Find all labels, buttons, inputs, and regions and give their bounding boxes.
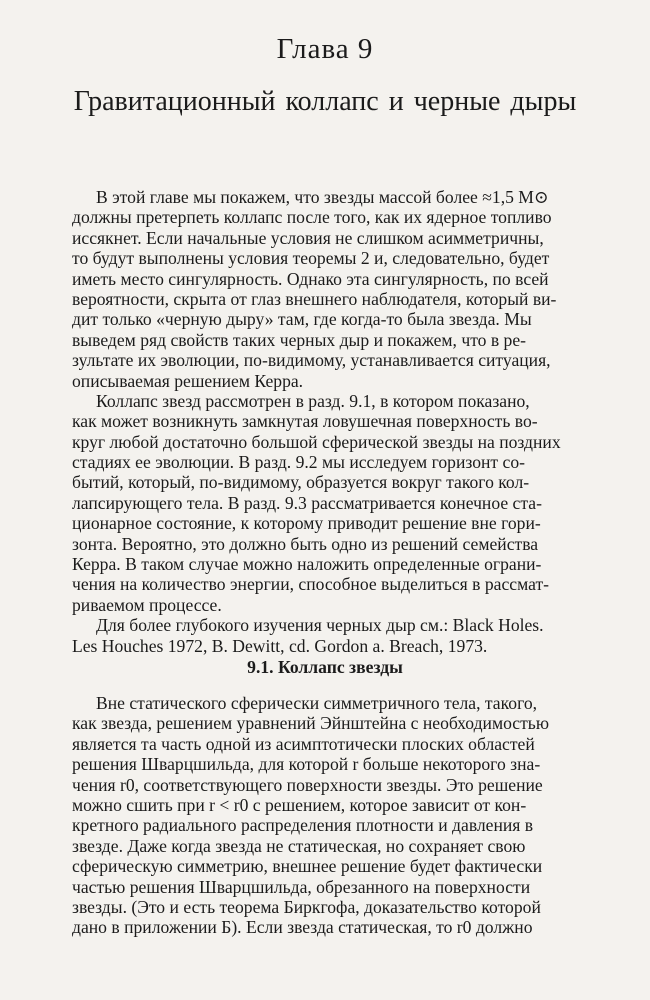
text-line: звезде. Даже когда звезда не статическая, но сохраняет свою <box>72 835 526 856</box>
text-line: иметь место сингулярность. Однако эта сингулярность, по всей <box>72 268 549 289</box>
text-line: вероятности, скрыта от глаз внешнего наблюдателя, который ви- <box>72 288 557 309</box>
text-line: стадиях ее эволюции. В разд. 9.2 мы исследуем горизонт со- <box>72 452 525 473</box>
text-line: сферическую симметрию, внешнее решение будет фактически <box>72 856 543 877</box>
text-line: дит только «черную дыру» там, где когда-то была звезда. Мы <box>72 309 532 330</box>
text-line: Les Houches 1972, B. Dewitt, cd. Gordon a. Breach, 1973. <box>72 635 488 656</box>
text-line: является та часть одной из асимптотически плоских областей <box>72 733 535 754</box>
text-line: должны претерпеть коллапс после того, как их ядерное топливо <box>72 207 552 228</box>
text-line: как звезда, решением уравнений Эйнштейна с необходимостью <box>72 713 549 734</box>
text-line: чения на количество энергии, способное выделиться в рассмат- <box>72 574 549 595</box>
text-line: зультате их эволюции, по-видимому, устанавливается ситуация, <box>72 350 551 371</box>
text-line: то будут выполнены условия теоремы 2 и, следовательно, будет <box>72 248 550 269</box>
text-line: бытий, который, по-видимому, образуется вокруг такого кол- <box>72 472 530 493</box>
text-line: как может возникнуть замкнутая ловушечная поверхность во- <box>72 411 538 432</box>
text-line: частью решения Шварцшильда, обрезанного на поверхности <box>72 876 531 897</box>
text-line: выведем ряд свойств таких черных дыр и покажем, что в ре- <box>72 329 527 350</box>
text-line: ционарное состояние, к которому приводит решение вне гори- <box>72 513 541 534</box>
intro-text <box>72 187 613 656</box>
text-line: В этой главе мы покажем, что звезды массой более ≈1,5 M⊙ <box>96 187 549 207</box>
text-line: кретного радиального распределения плотности и давления в <box>72 815 534 836</box>
chapter-number: Глава 9 <box>276 33 374 65</box>
text-line: чения r0, соответствующего поверхности звезды. Это решение <box>72 774 543 795</box>
text-line: Керра. В таком случае можно наложить определенные ограни- <box>72 554 542 575</box>
text-line: дано в приложении Б). Если звезда статическая, то r0 должно <box>72 917 533 938</box>
text-line: Вне статического сферически симметричного тела, такого, <box>96 693 538 713</box>
section-heading: 9.1. Коллапс звезды <box>247 657 403 677</box>
text-line: Коллапс звезд рассмотрен в разд. 9.1, в котором показано, <box>96 390 530 411</box>
section-text <box>72 693 613 938</box>
text-line: риваемом процессе. <box>72 594 222 615</box>
text-line: иссякнет. Если начальные условия не слишком асимметричны, <box>72 227 544 248</box>
text-line: звезды. (Это и есть теорема Биркгофа, доказательство которой <box>72 896 541 917</box>
text-line: решения Шварцшильда, для которой r больше некоторого зна- <box>72 754 541 775</box>
text-line: описываемая решением Керра. <box>72 370 304 391</box>
text-line: зонта. Вероятно, это должно быть одно из решений семейства <box>72 533 539 554</box>
text-line: лапсирующего тела. В разд. 9.3 рассматривается конечное ста- <box>72 492 542 513</box>
text-line: можно сшить при r < r0 с решением, которое зависит от кон- <box>72 794 527 815</box>
text-line: Для более глубокого изучения черных дыр см.: Black Holes. <box>96 615 544 636</box>
chapter-title: Гравитационный коллапс и черные дыры <box>73 86 577 117</box>
text-line: круг любой достаточно большой сферической звезды на поздних <box>72 431 561 452</box>
